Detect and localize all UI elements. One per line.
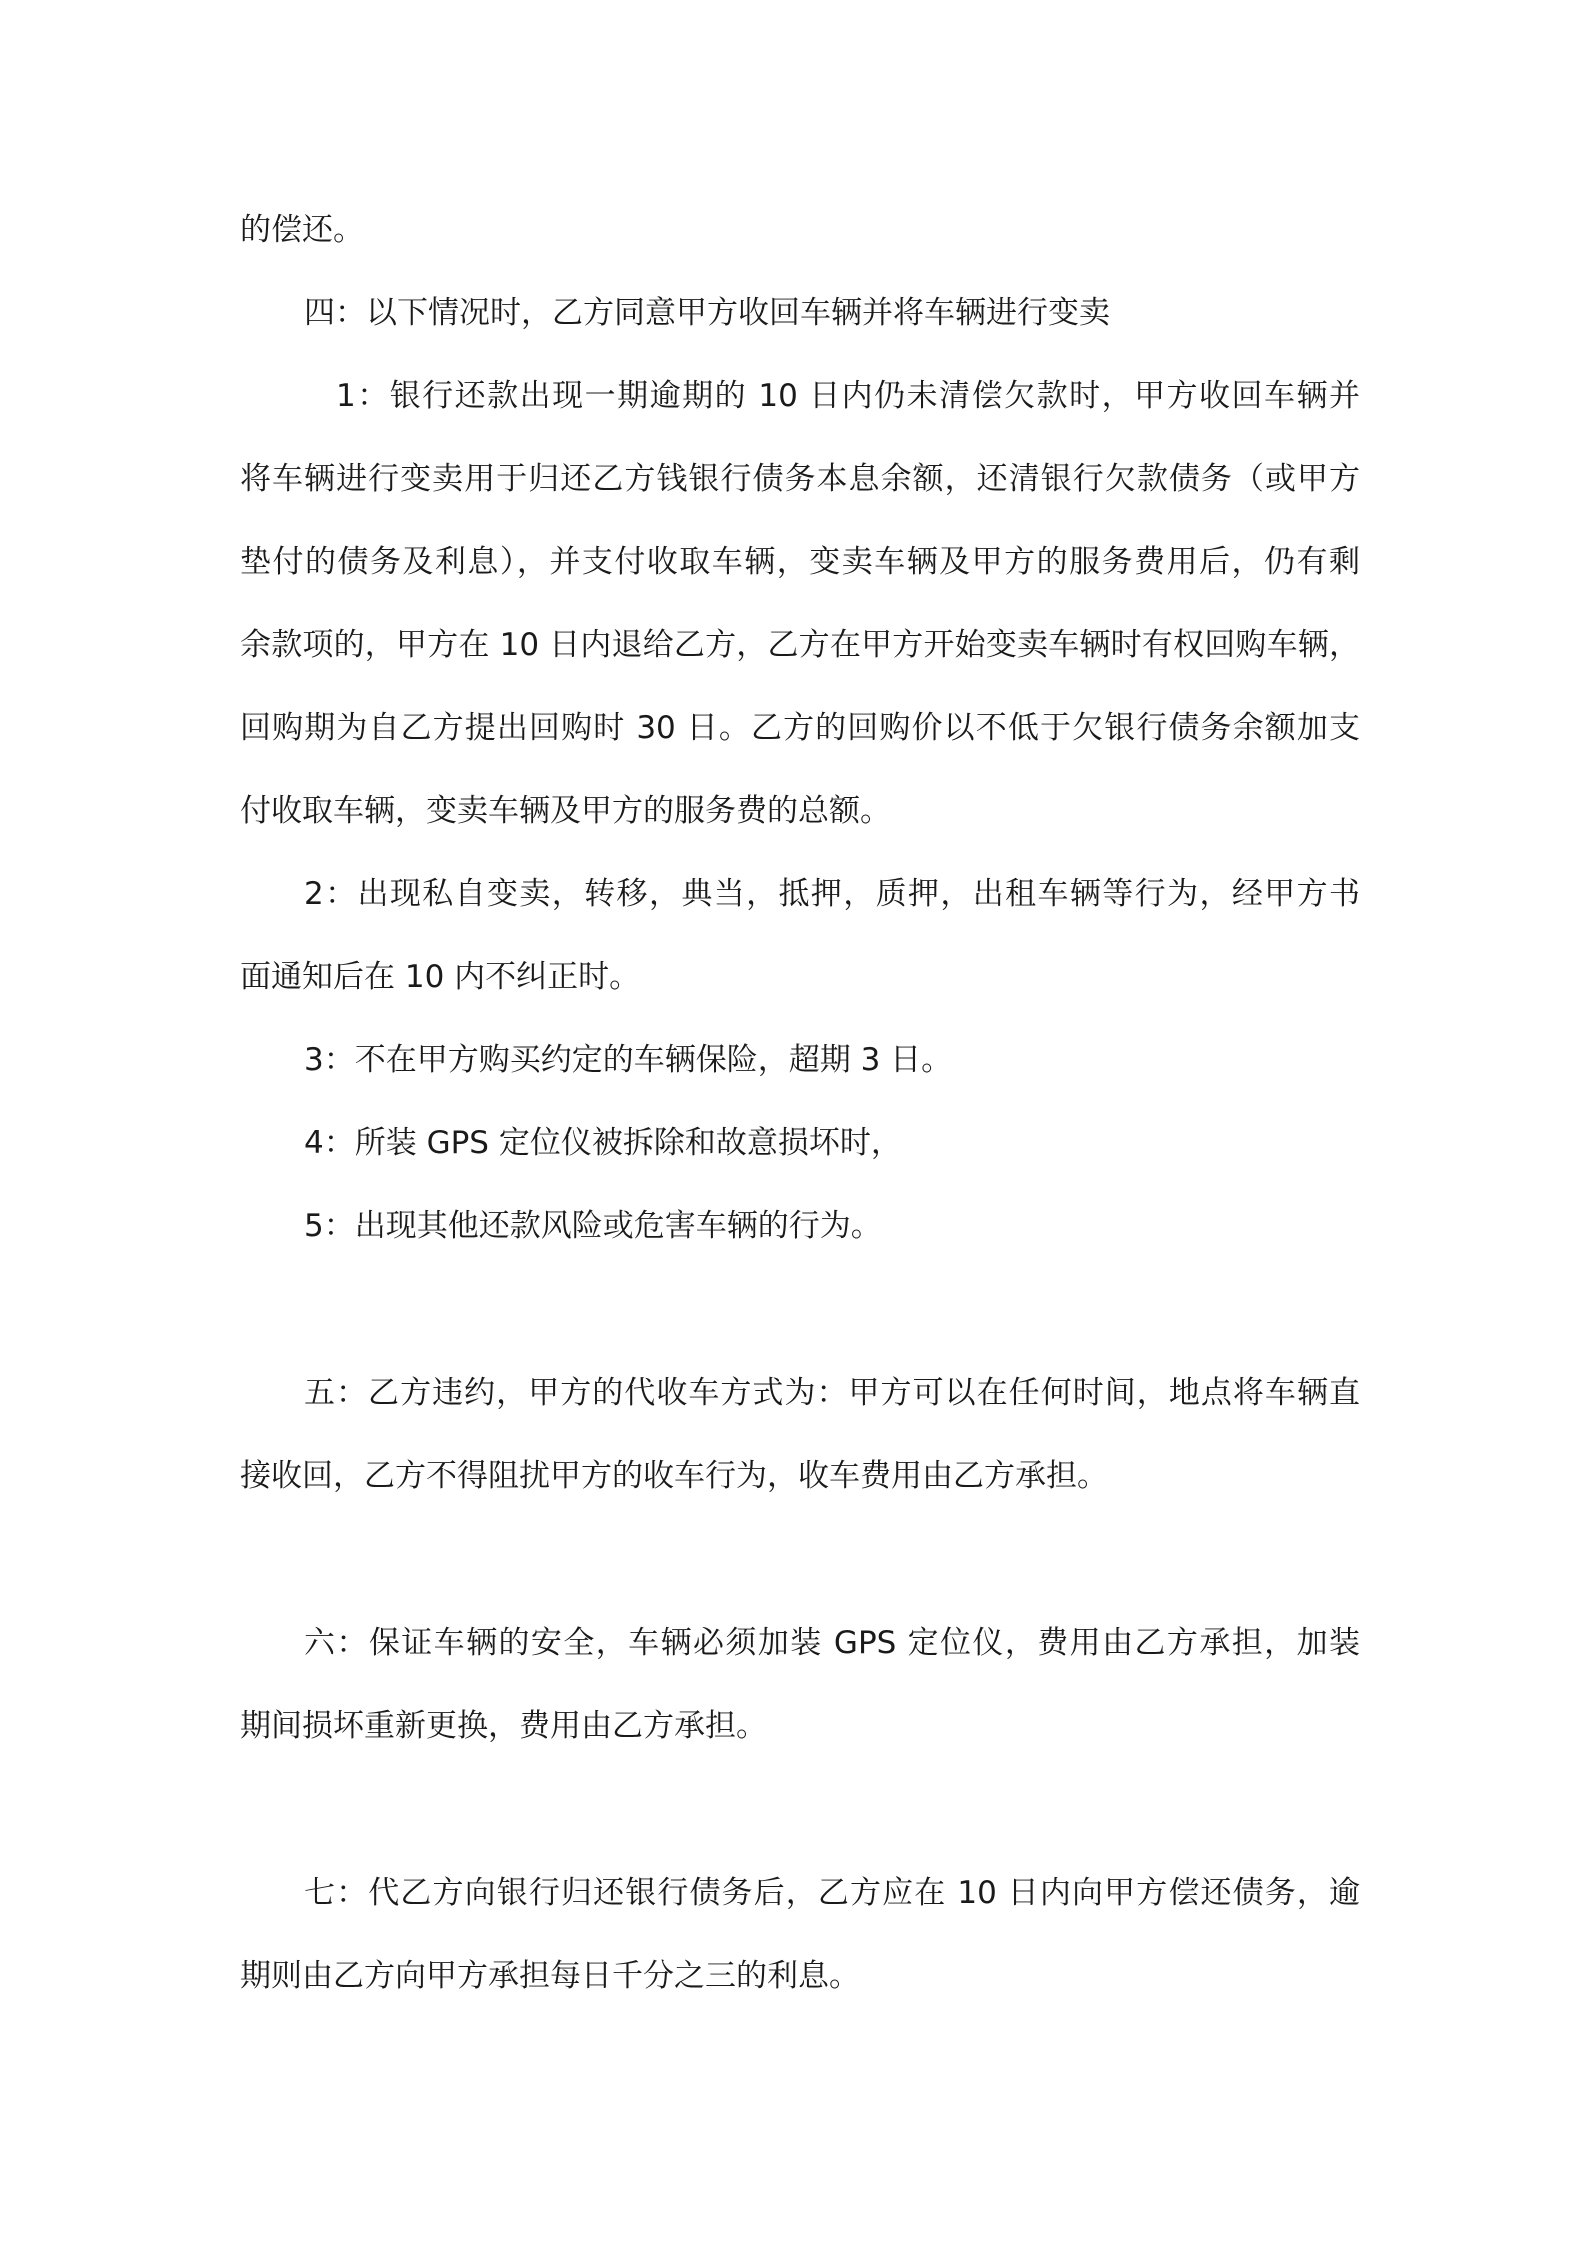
text-line: 接收回，乙方不得阻扰甲方的收车行为，收车费用由乙方承担。 xyxy=(240,1458,1108,1494)
text-line: 回购期为自乙方提出回购时 30 日。乙方的回购价以不低于欠银行债务余额加支 xyxy=(240,710,1360,746)
text-line: 2：出现私自变卖，转移，典当，抵押，质押，出租车辆等行为，经甲方书 xyxy=(304,876,1360,912)
clause-six-heading: 六：保证车辆的安全，车辆必须加装 GPS 定位仪，费用由乙方承担，加装 xyxy=(304,1625,1360,1661)
text-line: 垫付的债务及利息），并支付收取车辆，变卖车辆及甲方的服务费用后，仍有剩 xyxy=(240,544,1360,580)
text-line: 将车辆进行变卖用于归还乙方钱银行债务本息余额，还清银行欠款债务（或甲方 xyxy=(240,461,1360,497)
text-line: 余款项的，甲方在 10 日内退给乙方，乙方在甲方开始变卖车辆时有权回购车辆， xyxy=(240,627,1360,663)
clause-seven-heading: 七：代乙方向银行归还银行债务后，乙方应在 10 日内向甲方偿还债务，逾 xyxy=(304,1875,1360,1911)
text-line: 4：所装 GPS 定位仪被拆除和故意损坏时， xyxy=(304,1125,902,1161)
clause-four-heading: 四：以下情况时，乙方同意甲方收回车辆并将车辆进行变卖 xyxy=(304,295,1110,331)
text-line: 3：不在甲方购买约定的车辆保险，超期 3 日。 xyxy=(304,1042,953,1078)
text-line: 的偿还。 xyxy=(240,212,364,248)
text-line: 5：出现其他还款风险或危害车辆的行为。 xyxy=(304,1208,882,1244)
text-line: 付收取车辆，变卖车辆及甲方的服务费的总额。 xyxy=(240,793,891,829)
text-line: 面通知后在 10 内不纠正时。 xyxy=(240,959,641,995)
clause-five-heading: 五：乙方违约，甲方的代收车方式为：甲方可以在任何时间，地点将车辆直 xyxy=(304,1375,1360,1411)
text-line: 1：银行还款出现一期逾期的 10 日内仍未清偿欠款时，甲方收回车辆并 xyxy=(336,378,1360,414)
text-line: 期间损坏重新更换，费用由乙方承担。 xyxy=(240,1708,767,1744)
text-line: 期则由乙方向甲方承担每日千分之三的利息。 xyxy=(240,1958,860,1994)
